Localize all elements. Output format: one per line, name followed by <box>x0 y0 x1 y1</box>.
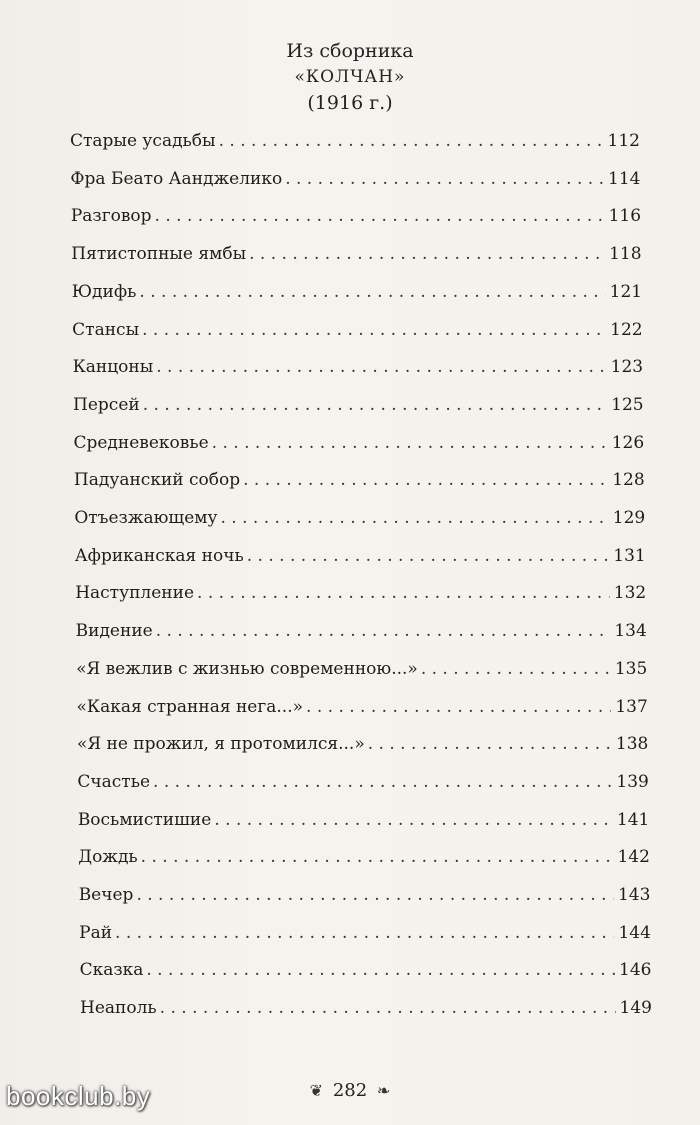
toc-entry-page: 135 <box>614 658 648 679</box>
toc-entry <box>70 166 640 192</box>
toc-dot-leader <box>143 392 607 418</box>
toc-entry-page: 137 <box>615 696 648 717</box>
heading-line-year: (1916 г.) <box>307 92 393 114</box>
toc-entry-title: Средневековье <box>73 432 209 453</box>
toc-entry-title: Неаполь <box>80 998 157 1019</box>
toc-dot-leader <box>306 694 611 720</box>
toc-entry-page: 146 <box>619 960 652 981</box>
toc-entry-title: Падуанский собор <box>73 470 241 491</box>
toc-entry-title: Разговор <box>70 206 152 227</box>
toc-entry-title: Фра Беато Аанджелико <box>70 168 283 189</box>
toc-entry <box>76 618 647 644</box>
toc-dot-leader <box>243 467 608 493</box>
toc-dot-leader <box>115 920 614 946</box>
toc-entry-title: Вечер <box>78 885 134 905</box>
toc-entry-page: 126 <box>611 432 645 453</box>
toc-entry-page: 138 <box>615 734 649 755</box>
heading-line-title: «КОЛЧАН» <box>294 67 406 87</box>
toc-dot-leader <box>197 580 610 606</box>
toc-entry <box>73 392 644 418</box>
toc-entry-page: 112 <box>607 131 640 151</box>
toc-entry-title: Дождь <box>78 847 138 868</box>
toc-entry <box>77 731 648 757</box>
toc-entry <box>71 241 641 267</box>
toc-entry-title: Стансы <box>72 319 140 340</box>
toc-entry-title: Рай <box>79 922 113 943</box>
toc-entry <box>77 769 648 795</box>
toc-entry <box>74 467 645 493</box>
toc-entry-page: 129 <box>612 508 646 528</box>
toc-entry-title: «Какая странная нега...» <box>76 696 304 717</box>
toc-entry-page: 131 <box>613 545 646 566</box>
toc-entry-page: 144 <box>618 922 651 943</box>
section-heading <box>0 38 700 116</box>
toc-entry-page: 142 <box>617 847 650 868</box>
toc-entry <box>80 995 652 1021</box>
toc-entry-page: 125 <box>611 394 644 415</box>
toc-entry-title: Старые усадьбы <box>70 131 216 151</box>
toc-entry-page: 123 <box>610 357 644 378</box>
toc-entry-page: 141 <box>616 809 650 830</box>
toc-entry <box>78 807 650 833</box>
toc-entry <box>78 844 650 870</box>
toc-entry-title: Персей <box>73 394 140 415</box>
toc-entry-page: 139 <box>616 771 649 792</box>
toc-dot-leader <box>136 882 614 908</box>
ornament-right-icon: ❧ <box>376 1081 391 1100</box>
toc-entry <box>79 920 651 946</box>
toc-entry-page: 132 <box>613 583 647 604</box>
toc-entry-page: 116 <box>608 206 642 227</box>
toc-entry-title: Наступление <box>75 583 195 604</box>
page-number: 282 <box>332 1080 368 1101</box>
toc-dot-leader <box>249 241 605 267</box>
toc-dot-leader <box>146 957 615 983</box>
toc-dot-leader <box>421 656 611 682</box>
toc-dot-leader <box>141 844 614 870</box>
toc-entry <box>72 317 642 343</box>
toc-entry-page: 149 <box>619 998 652 1019</box>
toc-entry-page: 128 <box>612 470 645 491</box>
toc-entry-page: 114 <box>608 168 641 189</box>
toc-entry <box>72 279 642 305</box>
toc-dot-leader <box>155 203 605 229</box>
toc-entry-title: Канцоны <box>72 357 154 378</box>
toc-entry-page: 121 <box>609 281 643 302</box>
toc-entry-title: Африканская ночь <box>74 545 244 566</box>
toc-entry-page: 143 <box>617 885 651 905</box>
toc-entry-title: Отъезжающему <box>74 508 218 528</box>
ornament-left-icon: ❦ <box>309 1081 324 1100</box>
toc-dot-leader <box>368 731 612 757</box>
toc-entry-page: 122 <box>610 319 643 340</box>
watermark: bookclub.by <box>6 1081 151 1111</box>
toc-dot-leader <box>142 317 606 343</box>
toc-entry <box>73 354 644 380</box>
toc-entry <box>77 694 648 720</box>
toc-entry-title: «Я не прожил, я протомился...» <box>76 734 365 755</box>
toc-entry <box>79 882 651 908</box>
toc-entry-title: Видение <box>75 621 153 642</box>
toc-entry <box>74 505 645 531</box>
toc-dot-leader <box>153 769 612 795</box>
toc-entry-title: Счастье <box>77 771 151 792</box>
toc-entry <box>80 957 652 983</box>
toc-dot-leader <box>160 995 616 1021</box>
toc-dot-leader <box>212 430 608 456</box>
toc-dot-leader <box>219 128 604 154</box>
toc-dot-leader <box>139 279 605 305</box>
toc-entry <box>75 543 646 569</box>
toc-entry <box>75 580 646 606</box>
toc-entry-page: 118 <box>609 244 642 265</box>
toc-dot-leader <box>221 505 609 531</box>
toc-entry-title: «Я вежлив с жизнью современною...» <box>76 658 418 679</box>
toc-entry-title: Сказка <box>79 960 144 981</box>
toc-dot-leader <box>156 618 611 644</box>
toc-entry-title: Юдифь <box>71 281 137 302</box>
toc-dot-leader <box>247 543 610 569</box>
toc-dot-leader <box>156 354 606 380</box>
toc-dot-leader <box>214 807 613 833</box>
toc-entry-title: Восьмистишие <box>77 809 212 830</box>
toc-entry <box>70 128 640 154</box>
toc-dot-leader <box>285 166 604 192</box>
toc-entry <box>73 430 644 456</box>
toc-entry <box>71 203 641 229</box>
toc-entry <box>76 656 647 682</box>
heading-line-collection: Из сборника <box>286 40 414 62</box>
toc-entry-page: 134 <box>614 621 647 642</box>
toc-entry-title: Пятистопные ямбы <box>71 244 247 265</box>
